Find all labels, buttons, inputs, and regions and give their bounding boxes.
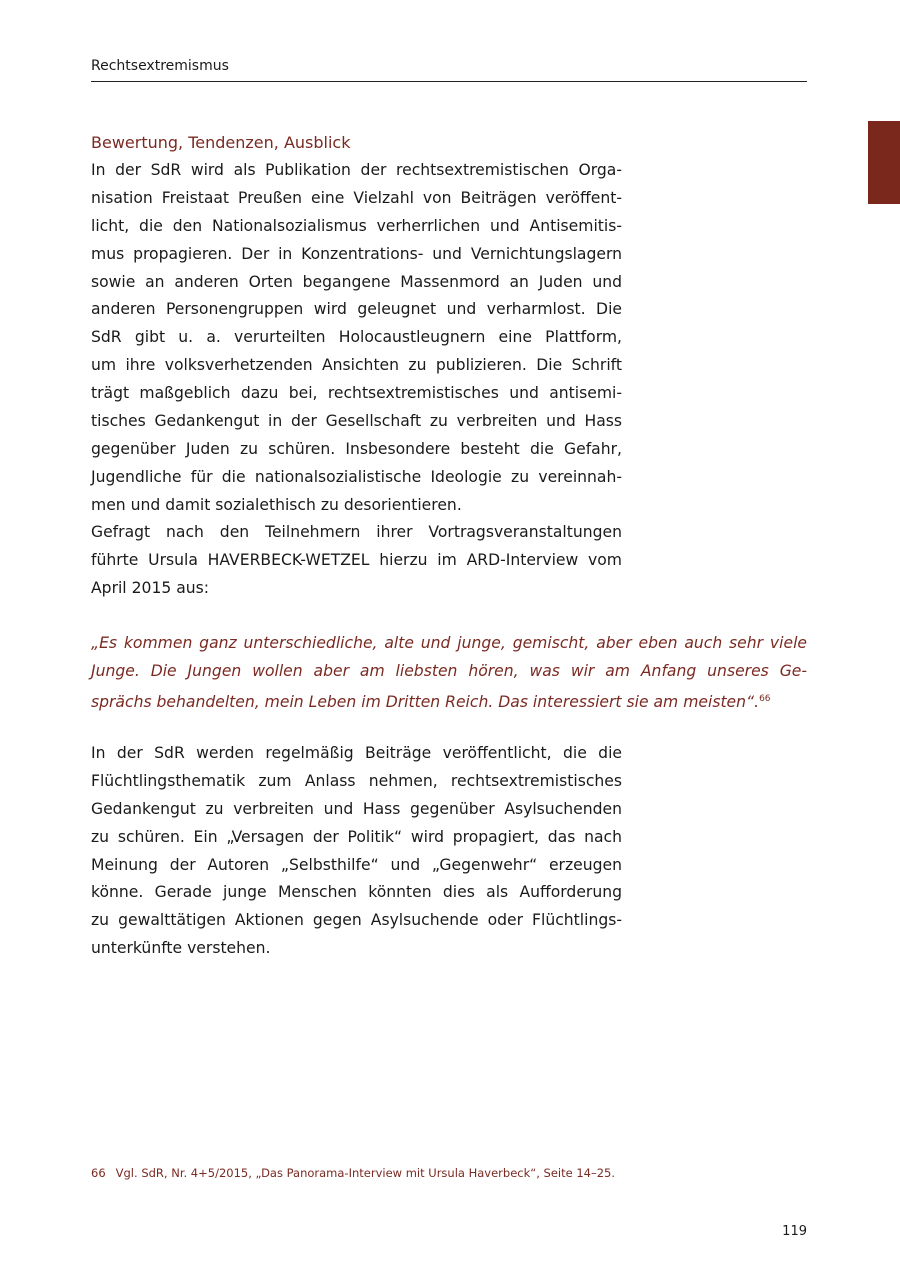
footnote-number: 66 [91,1166,106,1180]
text-line: mus propagieren. Der in Konzentrations- und Vernichtungslagern [91,244,622,263]
text-line: tisches Gedankengut in der Gesellschaft zu verbreiten und Hass [91,412,622,431]
text-line: um ihre volksverhetzenden Ansichten zu publizieren. Die Schrift [91,356,622,375]
text-line: Flüchtlingsthematik zum Anlass nehmen, rechtsextremistisches [91,771,622,790]
quote-line: Junge. Die Jungen wollen aber am liebsten hören, was wir am Anfang unseres Ge- [91,661,807,680]
text-line: könne. Gerade junge Menschen könnten dies als Aufforderung [91,883,622,902]
quote-line [91,686,807,714]
text-line: Gefragt nach den Teilnehmern ihrer Vortragsveranstaltungen [91,523,622,541]
text-line: trägt maßgeblich dazu bei, rechtsextremistisches und antisemi- [91,384,622,403]
quote-line: „Es kommen ganz unterschiedliche, alte und junge, gemischt, aber eben auch sehr viele [91,634,807,652]
paragraph-3 [91,740,622,963]
text-line: Jugendliche für die nationalsozialistische Ideologie zu vereinnah- [91,467,622,486]
text-line: sowie an anderen Orten begangene Massenmord an Juden und [91,272,622,291]
chapter-tab-marker [868,121,900,204]
footnote-reference[interactable]: 66 [759,693,771,704]
text-line: zu gewalttätigen Aktionen gegen Asylsuchende oder Flüchtlings- [91,911,622,930]
block-quote [91,630,807,714]
text-line: führte Ursula HAVERBECK-WETZEL hierzu im ARD-Interview vom [91,550,622,569]
text-line: men und damit sozialethisch zu desorientieren. [91,495,462,514]
text-line: anderen Personengruppen wird geleugnet und verharmlost. Die [91,300,622,319]
text-line: Gedankengut zu verbreiten und Hass gegenüber Asylsuchenden [91,799,622,818]
text-line: nisation Freistaat Preußen eine Vielzahl von Beiträgen veröffent- [91,188,622,207]
text-line: gegenüber Juden zu schüren. Insbesondere besteht die Gefahr, [91,439,622,458]
paragraph-2 [91,519,622,603]
text-line: April 2015 aus: [91,578,210,597]
text-line: zu schüren. Ein „Versagen der Politik“ wird propagiert, das nach [91,827,622,846]
section-heading: Bewertung, Tendenzen, Ausblick [91,133,351,152]
footnote-text: Vgl. SdR, Nr. 4+5/2015, „Das Panorama-Interview mit Ursula Haverbeck“, Seite 14–25. [115,1166,616,1180]
text-line: Meinung der Autoren „Selbsthilfe“ und „Gegenwehr“ erzeugen [91,855,622,874]
footnote [91,1166,615,1180]
text-line: SdR gibt u. a. verurteilten Holocaustleugnern eine Plattform, [91,328,622,347]
page-number: 119 [782,1224,807,1239]
text-line: In der SdR werden regelmäßig Beiträge veröffentlicht, die die [91,744,622,762]
text-line: In der SdR wird als Publikation der rechtsextremistischen Orga- [91,161,622,179]
text-line: unterkünfte verstehen. [91,939,271,958]
text-line: licht, die den Nationalsozialismus verherrlichen und Antisemitis- [91,216,622,235]
paragraph-1 [91,157,622,520]
header-rule [91,81,807,82]
quote-line-text: sprächs behandelten, mein Leben im Dritten Reich. Das interessiert sie am meisten“. [91,692,760,711]
running-header: Rechtsextremismus [91,58,229,74]
